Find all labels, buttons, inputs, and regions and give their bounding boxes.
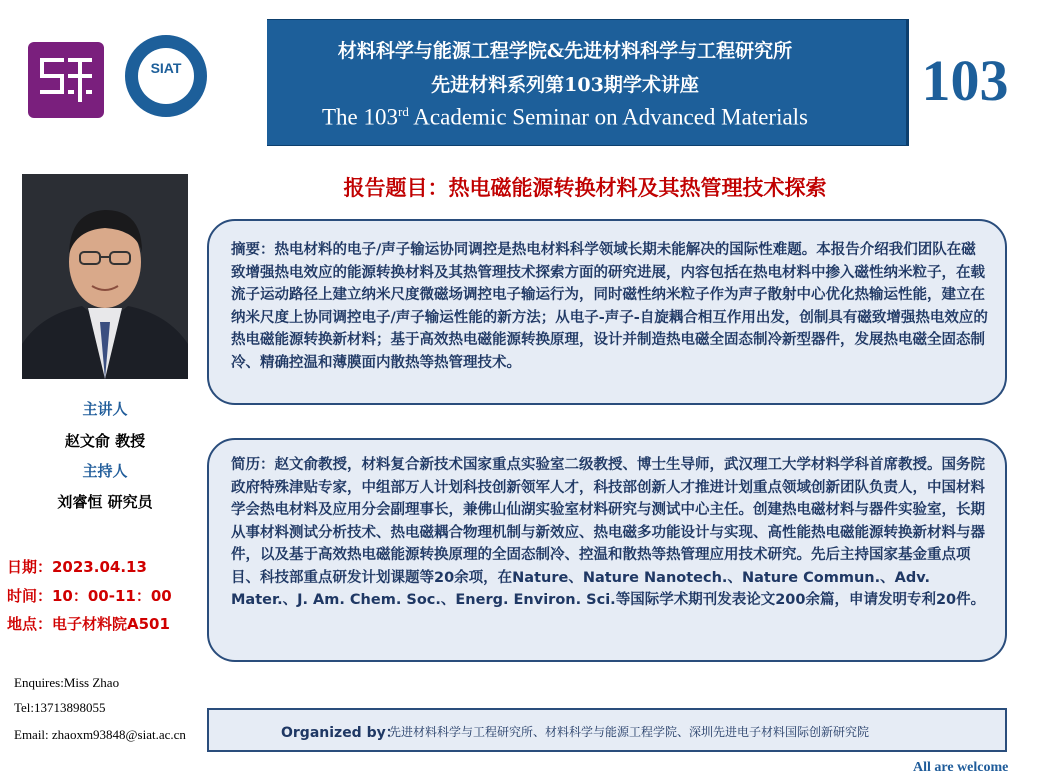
abstract-text: 摘要：热电材料的电子/声子输运协同调控是热电材料科学领域长期未能解决的国际性难题。本报告介绍我们团队在磁致增强热电效应的能源转换材料及其热管理技术探索方面的研究进展，内容包括在热电材料中掺入磁性纳米粒子，在载流子运动路径上建立纳米尺度微磁场调控电子输运行为，同时磁性纳米粒子作为声子散射中心优化热输运性能，建立在纳米尺度上协同调控电子/声子输运性能的新方法；从电子-声子-自旋耦合相互作用出发，创制具有磁致增强热电效应的热电磁能源转换新材料；基于高效热电磁能源转换原理，设计并制造热电磁全固态制冷新型器件，发展热电磁全固态制冷、精确控温和薄膜面内散热等热管理技术。 (231, 242, 988, 371)
siat-logo-text: SIAT (150, 60, 182, 76)
organizer-value: 先进材料科学与工程研究所、材料科学与能源工程学院、深圳先进电子材料国际创新研究院 (389, 725, 870, 739)
header-title-en (270, 104, 860, 131)
header-title-cn: 材料科学与能源工程学院&先进材料科学与工程研究所 (337, 40, 793, 62)
abstract-panel (207, 219, 1007, 405)
university-logo (28, 42, 104, 118)
organizer-label: Organized by： (281, 725, 400, 741)
seminar-number: 103 (921, 48, 1009, 113)
welcome-text: All are welcome (913, 760, 1009, 775)
bio-text: 简历：赵文俞教授，材料复合新技术国家重点实验室二级教授、博士生导师，武汉理工大学材料学科首席教授。国务院政府特殊津贴专家，中组部万人计划科技创新领军人才，科技部创新人才推进计划重点领域创新团队负责人，中国材料学会热电材料及应用分会副理事长，兼佛山仙湖实验室材料研究与测试中心主任。创建热电磁材料与器件实验室，长期从事材料测试分析技术、热电磁耦合物理机制与新效应、热电磁多功能设计与实现、高性能热电磁能源转换新材料与器件，以及基于高效热电磁能源转换原理的全固态制冷、控温和散热等热管理应用技术研究。先后主持国家基金重点项目、科技部重点研发计划课题等20余项，在Nature、Nature Nanotech.、Nature Commun.、Adv. Mater.、J. Am. Chem. Soc.、Energ. Environ. Sci.等国际学术期刊发表论文200余篇，申请发明专利20件。 (231, 457, 986, 608)
event-time: 时间：10：00-11：00 (7, 587, 172, 605)
event-date: 日期：2023.04.13 (7, 558, 147, 576)
contact-tel: Tel:13713898055 (14, 700, 106, 715)
header-subtitle-cn: 先进材料系列第103期学术讲座 (431, 74, 699, 96)
report-topic: 报告题目：热电磁能源转换材料及其热管理技术探索 (343, 176, 827, 200)
contact-enquires: Enquires:Miss Zhao (14, 675, 120, 690)
event-location: 地点：电子材料院A501 (7, 615, 170, 633)
header-title-en-pre: The 103 (321, 104, 398, 130)
university-logo-glyph-icon (38, 54, 94, 106)
speaker-label: 主讲人 (82, 400, 128, 418)
contact-email[interactable]: Email: zhaoxm93848@siat.ac.cn (14, 727, 186, 742)
header-title-en-sup: rd (397, 104, 409, 119)
siat-logo (125, 35, 207, 117)
host-name: 刘睿恒 研究员 (57, 493, 153, 511)
speaker-photo (22, 174, 188, 379)
bio-panel (207, 438, 1007, 662)
header-title-en-post: Academic Seminar on Advanced Materials (408, 104, 809, 130)
seminar-number-box (906, 19, 1021, 146)
speaker-name: 赵文俞 教授 (64, 432, 146, 450)
host-label: 主持人 (82, 462, 128, 480)
organizer-bar (207, 708, 1007, 752)
